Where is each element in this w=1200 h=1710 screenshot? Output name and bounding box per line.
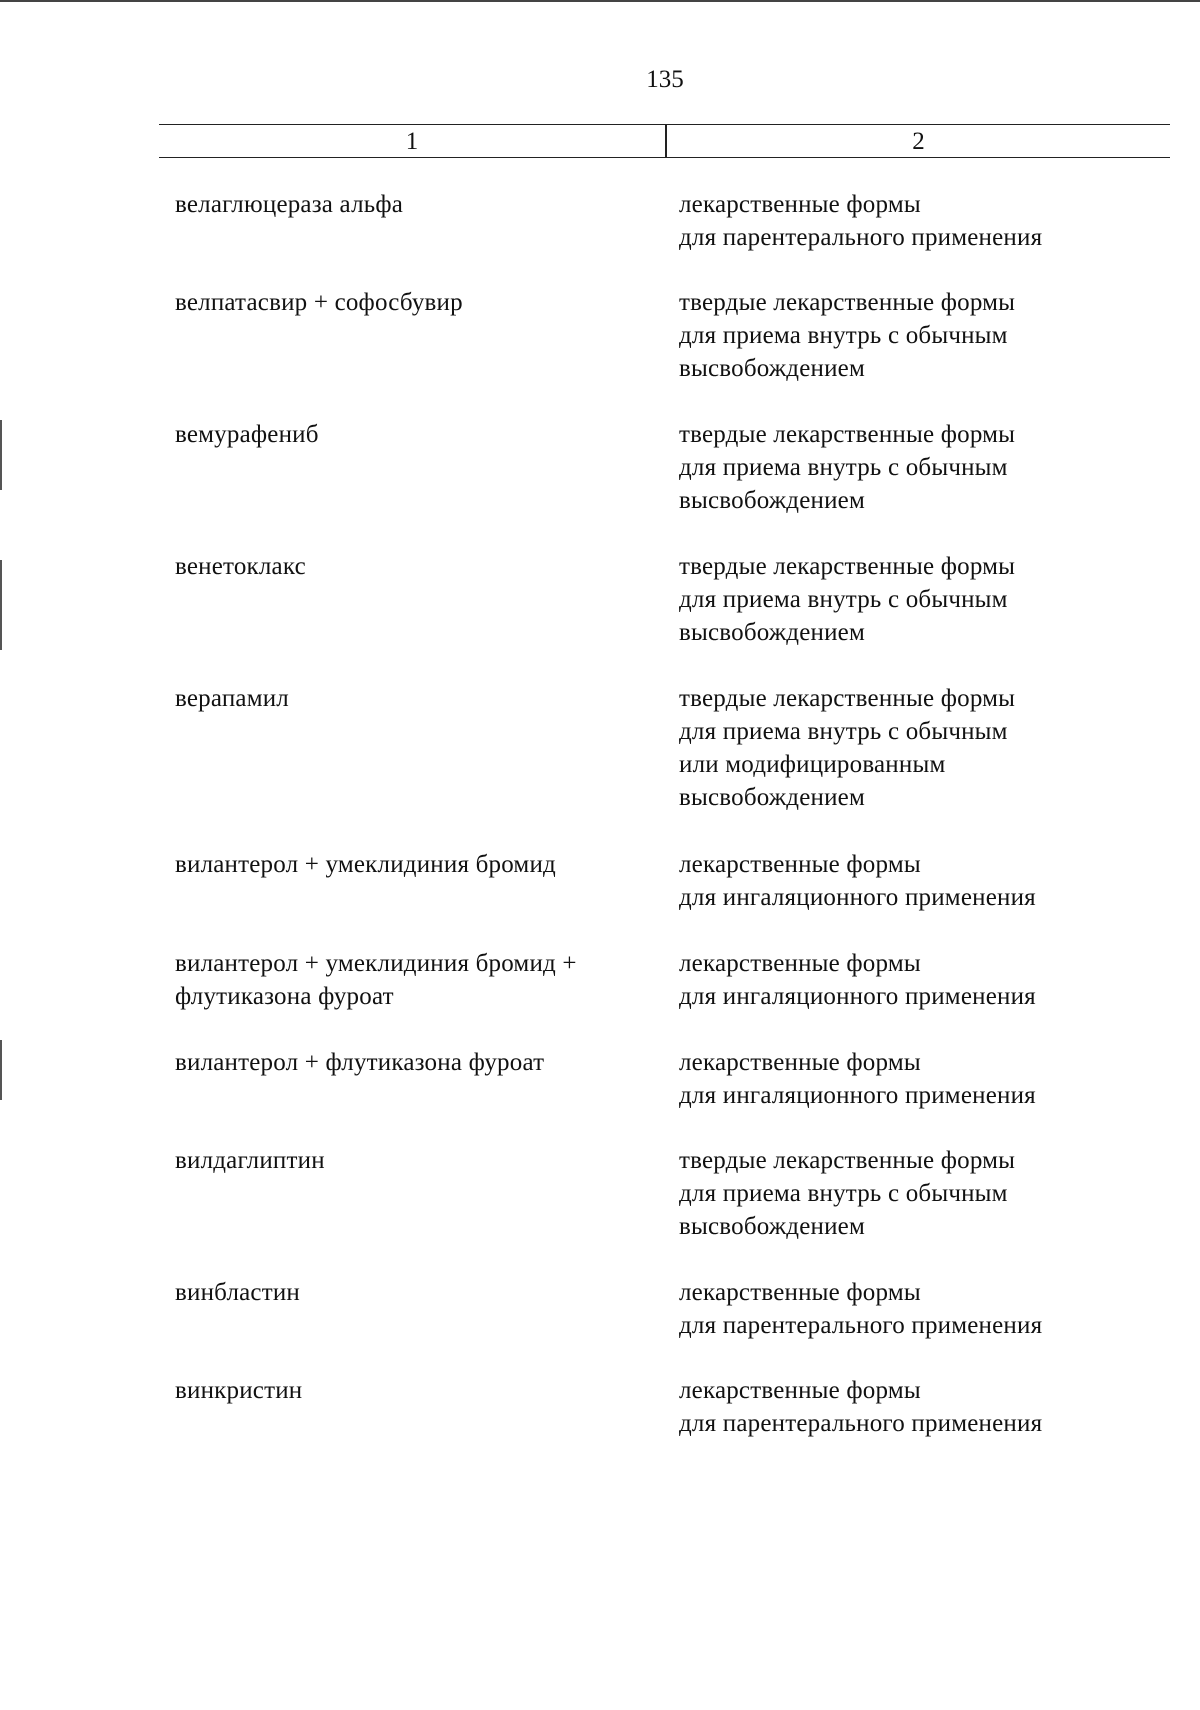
dosage-form-line: для приема внутрь с обычным xyxy=(679,586,1008,613)
dosage-form-line: твердые лекарственные формы xyxy=(679,553,1016,580)
drug-name-line: вилдаглиптин xyxy=(175,1147,325,1174)
dosage-form xyxy=(679,188,1135,254)
dosage-form xyxy=(679,550,1135,649)
drug-name xyxy=(175,1374,679,1440)
dosage-form-line: для ингаляционного применения xyxy=(679,983,1036,1010)
dosage-form-line: высвобождением xyxy=(679,619,865,646)
table-row xyxy=(175,188,1135,254)
dosage-form-line: высвобождением xyxy=(679,487,865,514)
table-row xyxy=(175,1144,1135,1243)
dosage-form-line: лекарственные формы xyxy=(679,191,921,218)
dosage-form xyxy=(679,682,1135,814)
dosage-form-line: высвобождением xyxy=(679,784,865,811)
drug-name xyxy=(175,848,679,914)
table-row xyxy=(175,1046,1135,1112)
dosage-form-line: твердые лекарственные формы xyxy=(679,289,1016,316)
drug-name xyxy=(175,286,679,385)
dosage-form-line: высвобождением xyxy=(679,355,865,382)
table-header xyxy=(159,124,1170,158)
table-row xyxy=(175,550,1135,649)
drug-name-line: велаглюцераза альфа xyxy=(175,191,404,218)
drug-name xyxy=(175,1046,679,1112)
dosage-form-line: твердые лекарственные формы xyxy=(679,1147,1016,1174)
drug-name xyxy=(175,947,679,1013)
scan-left-edge-mark xyxy=(0,560,2,650)
table-row xyxy=(175,286,1135,385)
dosage-form xyxy=(679,1276,1135,1342)
dosage-form-line: для приема внутрь с обычным xyxy=(679,454,1008,481)
table-row xyxy=(175,682,1135,814)
dosage-form-line: лекарственные формы xyxy=(679,950,921,977)
dosage-form-line: для парентерального применения xyxy=(679,1312,1043,1339)
drug-name xyxy=(175,682,679,814)
table-row xyxy=(175,418,1135,517)
scan-top-edge xyxy=(0,0,1200,2)
drug-name xyxy=(175,550,679,649)
drug-name-line: вилантерол + флутиказона фуроат xyxy=(175,1049,545,1076)
dosage-form xyxy=(679,418,1135,517)
dosage-form-line: лекарственные формы xyxy=(679,1377,921,1404)
drug-name-line: велпатасвир + софосбувир xyxy=(175,289,463,316)
scan-left-edge-mark xyxy=(0,420,2,490)
dosage-form-line: лекарственные формы xyxy=(679,1279,921,1306)
dosage-form-line: для ингаляционного применения xyxy=(679,884,1036,911)
scan-left-edge-mark xyxy=(0,1040,2,1100)
dosage-form-line: лекарственные формы xyxy=(679,1049,921,1076)
dosage-form-line: твердые лекарственные формы xyxy=(679,421,1016,448)
dosage-form xyxy=(679,1374,1135,1440)
table-row xyxy=(175,1276,1135,1342)
dosage-form-line: высвобождением xyxy=(679,1213,865,1240)
table-row xyxy=(175,1374,1135,1440)
drug-name-line: верапамил xyxy=(175,685,289,712)
column-header-1: 1 xyxy=(405,128,419,155)
column-header-2: 2 xyxy=(912,128,925,155)
drug-name-line: винкристин xyxy=(175,1377,303,1404)
dosage-form-line: для приема внутрь с обычным xyxy=(679,322,1008,349)
dosage-form xyxy=(679,848,1135,914)
dosage-form-line: или модифицированным xyxy=(679,751,946,778)
dosage-form-line: лекарственные формы xyxy=(679,851,921,878)
dosage-form-line: для парентерального применения xyxy=(679,1410,1043,1437)
drug-name xyxy=(175,1276,679,1342)
drug-name-line: вилантерол + умеклидиния бромид + xyxy=(175,950,577,977)
drug-name-line: винбластин xyxy=(175,1279,301,1306)
dosage-form-line: для парентерального применения xyxy=(679,224,1043,251)
table-row xyxy=(175,947,1135,1013)
drug-name-line: вемурафениб xyxy=(175,421,319,448)
page-number: 135 xyxy=(646,66,684,93)
drug-name xyxy=(175,1144,679,1243)
drug-name-line: вилантерол + умеклидиния бромид xyxy=(175,851,556,878)
drug-name-line: венетоклакс xyxy=(175,553,306,580)
table-row xyxy=(175,848,1135,914)
dosage-form xyxy=(679,1144,1135,1243)
dosage-form-line: твердые лекарственные формы xyxy=(679,685,1016,712)
dosage-form xyxy=(679,1046,1135,1112)
drug-name xyxy=(175,418,679,517)
dosage-form xyxy=(679,947,1135,1013)
dosage-form xyxy=(679,286,1135,385)
drug-name-line: флутиказона фуроат xyxy=(175,983,394,1010)
dosage-form-line: для приема внутрь с обычным xyxy=(679,718,1008,745)
dosage-form-line: для ингаляционного применения xyxy=(679,1082,1036,1109)
dosage-form-line: для приема внутрь с обычным xyxy=(679,1180,1008,1207)
drug-name xyxy=(175,188,679,254)
